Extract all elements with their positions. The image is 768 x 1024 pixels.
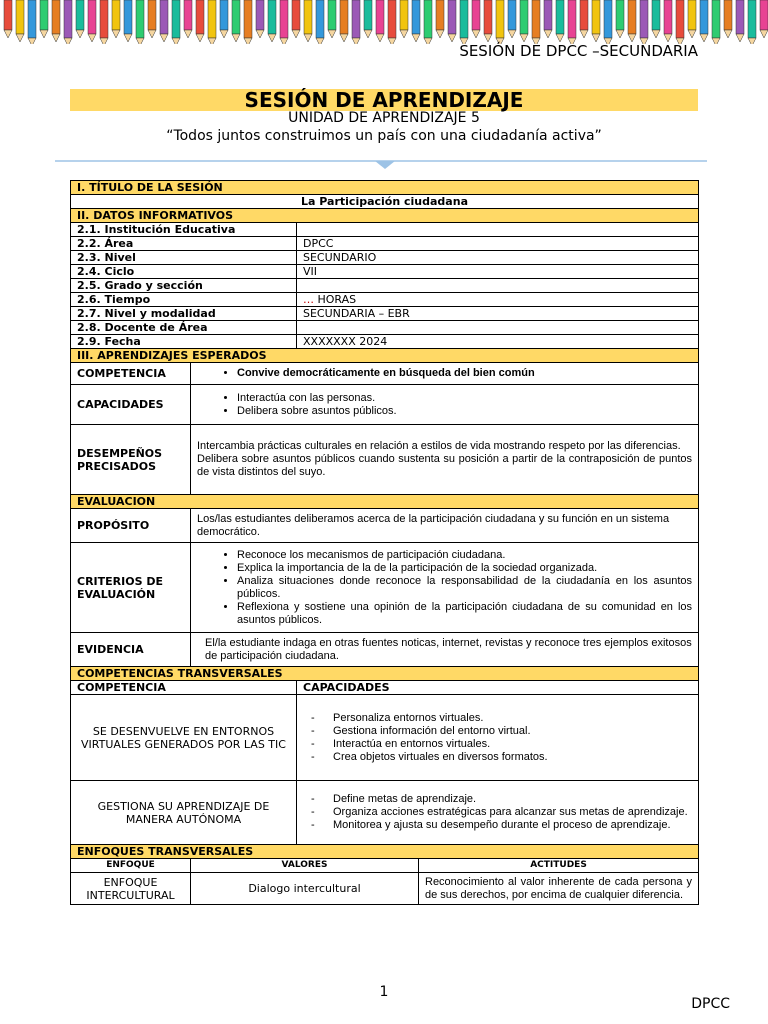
- pencil-icon: [652, 0, 660, 38]
- ct-competencia: SE DESENVUELVE EN ENTORNOS VIRTUALES GENERADOS POR LAS TIC: [71, 695, 297, 781]
- ct-capacidad-item: - Define metas de aprendizaje.: [333, 793, 692, 806]
- pencil-icon: [736, 0, 744, 42]
- pencil-icon: [532, 0, 540, 44]
- pencil-icon: [568, 0, 576, 44]
- ct-capacidad-item: - Monitorea y ajusta su desempeño durante el proceso de aprendizaje.: [333, 819, 692, 832]
- pencil-icon: [376, 0, 384, 42]
- ct-col-competencia: COMPETENCIA: [71, 681, 297, 695]
- pencil-icon: [340, 0, 348, 42]
- data-label: 2.4. Ciclo: [71, 265, 297, 279]
- pencil-icon: [544, 0, 552, 38]
- page-number: 1: [379, 984, 389, 1000]
- et-col-enfoque: ENFOQUE: [71, 859, 191, 873]
- pencil-icon: [496, 0, 504, 44]
- pencil-icon: [280, 0, 288, 44]
- data-label: 2.8. Docente de Área: [71, 321, 297, 335]
- capacidad-item: • Delibera sobre asuntos públicos.: [237, 405, 692, 418]
- criterio-item: • Reflexiona y sostiene una opinión de la participación ciudadana de su comunidad en los asuntos públicos.: [237, 601, 692, 627]
- desempenos-cell: [191, 425, 699, 495]
- pencil-icon: [88, 0, 96, 42]
- ct-capacidad-item: - Personaliza entornos virtuales.: [333, 712, 692, 725]
- data-label: 2.7. Nivel y modalidad: [71, 307, 297, 321]
- session-title: La Participación ciudadana: [71, 195, 699, 209]
- criterio-item: • Reconoce los mecanismos de participación ciudadana.: [237, 549, 692, 562]
- data-value: [297, 279, 699, 293]
- pencil-icon: [760, 0, 768, 38]
- pencil-icon: [304, 0, 312, 42]
- pencil-icon: [676, 0, 684, 44]
- proposito-text: Los/las estudiantes deliberamos acerca de la participación ciudadana y su función en un sistema democrático.: [191, 509, 699, 543]
- pencil-icon: [712, 0, 720, 44]
- pencil-icon: [580, 0, 588, 38]
- data-value: SECUNDARIO: [297, 251, 699, 265]
- section-title-header: I. TÍTULO DE LA SESIÓN: [71, 181, 699, 195]
- pencil-icon: [292, 0, 300, 38]
- competencia-label: COMPETENCIA: [71, 363, 191, 385]
- unit-subtitle: UNIDAD DE APRENDIZAJE 5: [288, 110, 480, 126]
- ct-capacidad-item: - Crea objetos virtuales en diversos formatos.: [333, 751, 692, 764]
- data-label: 2.3. Nivel: [71, 251, 297, 265]
- ct-capacidad-item: - Gestiona información del entorno virtual.: [333, 725, 692, 738]
- criterio-item: • Explica la importancia de la de la participación de la sociedad organizada.: [237, 562, 692, 575]
- pencil-icon: [100, 0, 108, 44]
- time-unit: HORAS: [314, 293, 357, 306]
- data-value: [297, 321, 699, 335]
- pencil-icon: [400, 0, 408, 38]
- pencil-icon: [436, 0, 444, 38]
- data-label: 2.1. Institución Educativa: [71, 223, 297, 237]
- evidencia-text: El/la estudiante indaga en otras fuentes noticas, internet, revistas y reconoce tres ejemplos exitosos de participación ciudadana.: [191, 633, 699, 667]
- section-data-header: II. DATOS INFORMATIVOS: [71, 209, 699, 223]
- pencil-icon: [508, 0, 516, 38]
- ct-col-capacidades: CAPACIDADES: [297, 681, 699, 695]
- pencil-icon: [364, 0, 372, 38]
- pencil-icon: [76, 0, 84, 38]
- ct-capacidad-item: - Organiza acciones estratégicas para alcanzar sus metas de aprendizaje.: [333, 806, 692, 819]
- pencil-border-decoration: [0, 0, 768, 44]
- desempeno-item: Delibera sobre asuntos públicos cuando sustenta su posición a partir de la contraposición de puntos de vista distintos del suyo.: [197, 453, 693, 478]
- pencil-icon: [616, 0, 624, 38]
- pencil-icon: [124, 0, 132, 42]
- pencil-icon: [592, 0, 600, 42]
- section-learning-header: III. APRENDIZAJES ESPERADOS: [71, 349, 699, 363]
- data-value: VII: [297, 265, 699, 279]
- section-ct-header: COMPETENCIAS TRANSVERSALES: [71, 667, 699, 681]
- pencil-icon: [184, 0, 192, 38]
- decorative-divider: [55, 159, 707, 171]
- desempeno-item: Intercambia prácticas culturales en relación a estilos de vida mostrando respeto por las diferencias.: [197, 440, 681, 452]
- pencil-icon: [352, 0, 360, 44]
- section-et-header: ENFOQUES TRANSVERSALES: [71, 845, 699, 859]
- pencil-icon: [448, 0, 456, 42]
- pencil-icon: [700, 0, 708, 42]
- pencil-icon: [16, 0, 24, 42]
- pencil-icon: [208, 0, 216, 44]
- pencil-icon: [112, 0, 120, 38]
- pencil-icon: [520, 0, 528, 42]
- ct-capacidades-cell: [297, 695, 699, 781]
- pencil-icon: [4, 0, 12, 38]
- ct-competencia: GESTIONA SU APRENDIZAJE DE MANERA AUTÓNOMA: [71, 781, 297, 845]
- pencil-icon: [220, 0, 228, 38]
- pencil-icon: [196, 0, 204, 42]
- pencil-icon: [64, 0, 72, 44]
- pencil-icon: [136, 0, 144, 44]
- pencil-icon: [628, 0, 636, 42]
- capacidad-item: • Interactúa con las personas.: [237, 392, 692, 405]
- competencia-text: • Convive democráticamente en búsqueda del bien común: [237, 367, 692, 380]
- pencil-icon: [640, 0, 648, 44]
- pencil-icon: [484, 0, 492, 42]
- session-table: [70, 180, 699, 905]
- data-label: 2.5. Grado y sección: [71, 279, 297, 293]
- pencil-icon: [556, 0, 564, 42]
- pencil-icon: [28, 0, 36, 44]
- pencil-icon: [688, 0, 696, 38]
- pencil-icon: [40, 0, 48, 38]
- et-col-valores: VALORES: [191, 859, 419, 873]
- footer-label: DPCC: [691, 996, 730, 1012]
- header-label: SESIÓN DE DPCC –SECUNDARIA: [459, 42, 698, 60]
- pencil-icon: [256, 0, 264, 38]
- ct-capacidad-item: - Interactúa en entornos virtuales.: [333, 738, 692, 751]
- pencil-icon: [664, 0, 672, 42]
- time-placeholder: …: [303, 293, 314, 306]
- pencil-icon: [232, 0, 240, 42]
- pencil-icon: [328, 0, 336, 38]
- unit-quote: “Todos juntos construimos un país con una ciudadanía activa”: [166, 128, 602, 144]
- et-valores: Dialogo intercultural: [191, 873, 419, 905]
- capacidades-label: CAPACIDADES: [71, 385, 191, 425]
- data-label: 2.2. Área: [71, 237, 297, 251]
- pencil-icon: [172, 0, 180, 44]
- criterios-cell: [191, 543, 699, 633]
- pencil-icon: [52, 0, 60, 42]
- pencil-icon: [424, 0, 432, 44]
- competencia-cell: [191, 363, 699, 385]
- data-label: 2.9. Fecha: [71, 335, 297, 349]
- evidencia-label: EVIDENCIA: [71, 633, 191, 667]
- pencil-icon: [460, 0, 468, 44]
- pencil-icon: [160, 0, 168, 42]
- et-col-actitudes: ACTITUDES: [419, 859, 699, 873]
- pencil-icon: [316, 0, 324, 44]
- pencil-icon: [268, 0, 276, 42]
- pencil-icon: [472, 0, 480, 38]
- pencil-icon: [604, 0, 612, 44]
- page-title: SESIÓN DE APRENDIZAJE: [70, 89, 698, 111]
- pencil-icon: [244, 0, 252, 44]
- ct-capacidades-cell: [297, 781, 699, 845]
- data-value: DPCC: [297, 237, 699, 251]
- criterios-label: CRITERIOS DE EVALUACIÓN: [71, 543, 191, 633]
- pencil-icon: [724, 0, 732, 38]
- capacidades-cell: [191, 385, 699, 425]
- data-value: [297, 223, 699, 237]
- pencil-icon: [412, 0, 420, 42]
- data-value: XXXXXXX 2024: [297, 335, 699, 349]
- criterio-item: • Analiza situaciones donde reconoce la responsabilidad de la ciudadanía en los asuntos públicos.: [237, 575, 692, 601]
- pencil-icon: [148, 0, 156, 38]
- desempenos-label: DESEMPEÑOS PRECISADOS: [71, 425, 191, 495]
- proposito-label: PROPÓSITO: [71, 509, 191, 543]
- section-eval-header: EVALUACION: [71, 495, 699, 509]
- data-value: SECUNDARIA – EBR: [297, 307, 699, 321]
- pencil-icon: [748, 0, 756, 44]
- pencil-icon: [388, 0, 396, 44]
- et-actitudes: Reconocimiento al valor inherente de cada persona y de sus derechos, por encima de cualquier diferencia.: [419, 873, 699, 905]
- data-label: 2.6. Tiempo: [71, 293, 297, 307]
- data-value: [297, 293, 699, 307]
- et-enfoque: ENFOQUE INTERCULTURAL: [71, 873, 191, 905]
